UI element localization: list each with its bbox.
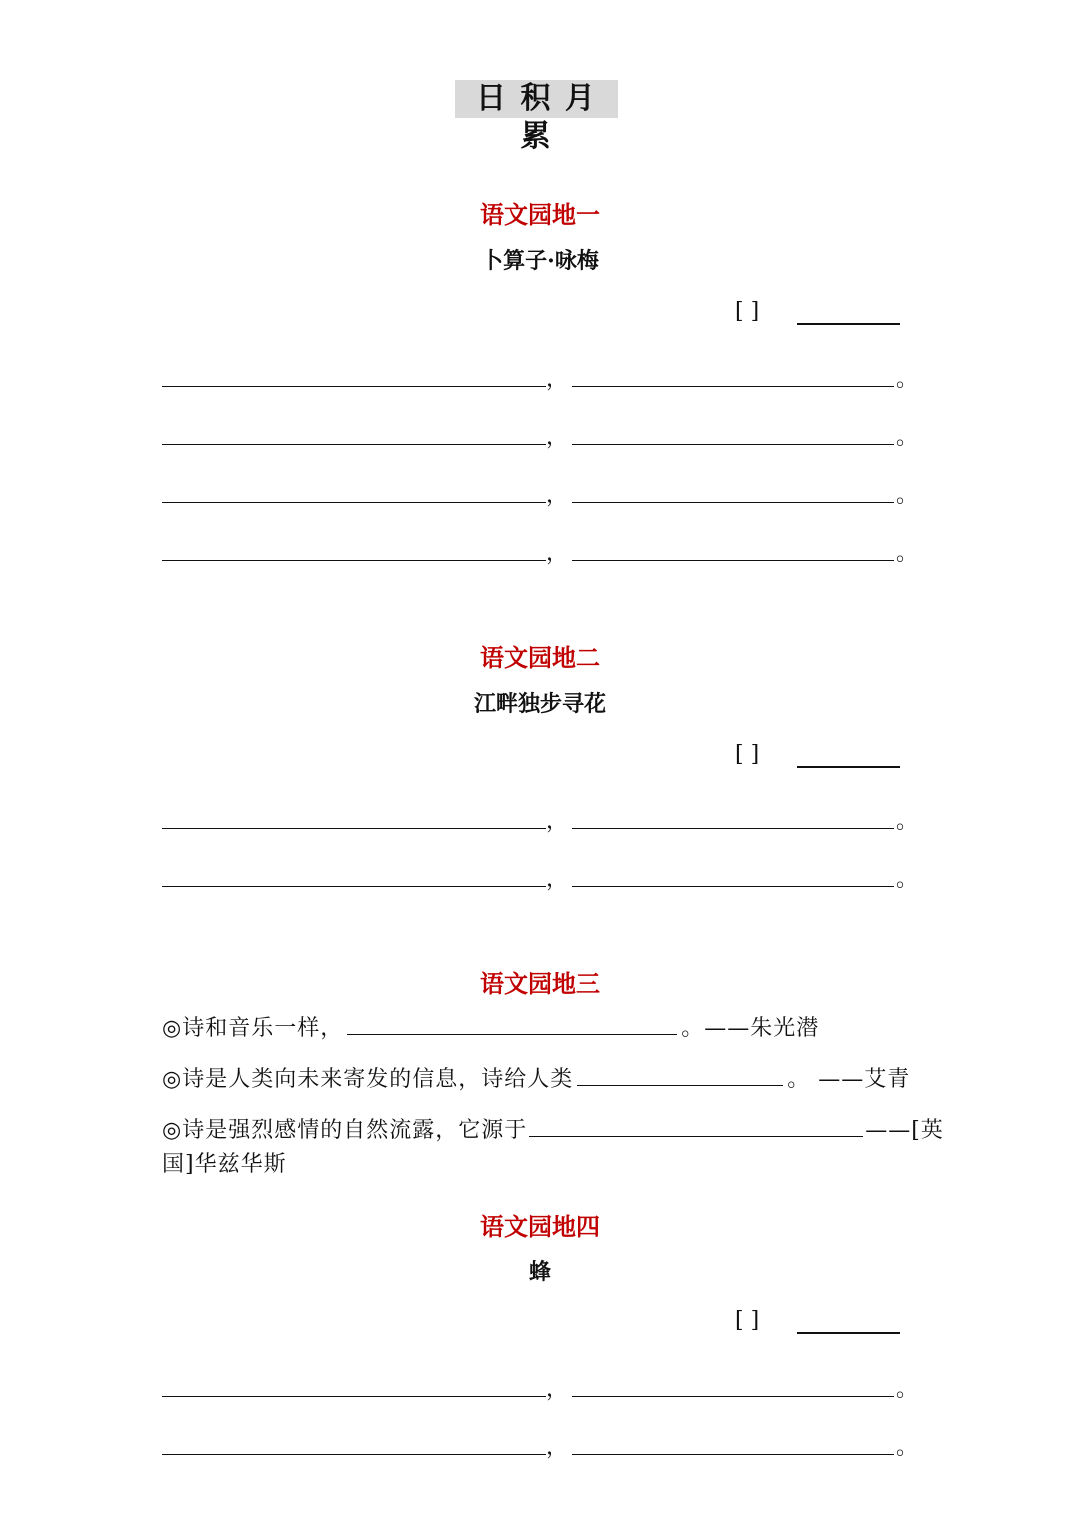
period: 。 xyxy=(896,1435,919,1460)
quote-blank[interactable] xyxy=(529,1114,863,1137)
quote-1 xyxy=(162,1012,1002,1046)
comma: ， xyxy=(546,483,569,508)
verse-blank-left[interactable] xyxy=(162,560,546,561)
verse-blank-left[interactable] xyxy=(162,886,546,887)
verse-blank-right[interactable] xyxy=(572,1454,894,1455)
verse-blank-right[interactable] xyxy=(572,886,894,887)
comma: ， xyxy=(546,1377,569,1402)
author-blank[interactable] xyxy=(797,323,900,325)
dynasty-bracket: [ ] xyxy=(735,299,760,324)
quote-text: ◎诗是强烈感情的自然流露，它源于 xyxy=(162,1118,528,1143)
period: 。 xyxy=(896,425,919,450)
author-blank[interactable] xyxy=(797,766,900,768)
quote-attribution: ——[英 xyxy=(865,1118,944,1143)
verse-blank-left[interactable] xyxy=(162,386,546,387)
author-blank[interactable] xyxy=(797,1332,900,1334)
quote-attribution: 。——朱光潜 xyxy=(681,1016,820,1041)
verse-blank-right[interactable] xyxy=(572,560,894,561)
author-field-1[interactable] xyxy=(735,297,905,327)
verse-blank-left[interactable] xyxy=(162,1396,546,1397)
page-title: 日 积 月 累 xyxy=(455,80,618,118)
comma: ， xyxy=(546,867,569,892)
author-field-2[interactable] xyxy=(735,740,905,770)
verse-blank-left[interactable] xyxy=(162,828,546,829)
quote-text: ◎诗和音乐一样， xyxy=(162,1016,344,1041)
verse-blank-left[interactable] xyxy=(162,444,546,445)
period: 。 xyxy=(896,867,919,892)
section-heading-3: 语文园地三 xyxy=(480,970,600,998)
period: 。 xyxy=(896,1377,919,1402)
quote-text: ◎诗是人类向未来寄发的信息，诗给人类 xyxy=(162,1067,574,1092)
verse-blank-right[interactable] xyxy=(572,1396,894,1397)
poem-title-2: 江畔独步寻花 xyxy=(473,691,606,717)
comma: ， xyxy=(546,1435,569,1460)
period: 。 xyxy=(896,809,919,834)
quote-blank[interactable] xyxy=(347,1012,677,1035)
quote-blank[interactable] xyxy=(577,1063,783,1086)
section-heading-2: 语文园地二 xyxy=(480,644,600,672)
comma: ， xyxy=(546,809,569,834)
verse-blank-left[interactable] xyxy=(162,502,546,503)
verse-blank-right[interactable] xyxy=(572,444,894,445)
quote-attribution: 。 ——艾青 xyxy=(787,1067,911,1092)
poem-title-4: 蜂 xyxy=(528,1259,551,1285)
quote-2 xyxy=(162,1063,1002,1097)
quote-3 xyxy=(162,1114,1002,1148)
verse-blank-left[interactable] xyxy=(162,1454,546,1455)
dynasty-bracket: [ ] xyxy=(735,1308,760,1333)
dynasty-bracket: [ ] xyxy=(735,742,760,767)
comma: ， xyxy=(546,425,569,450)
verse-blank-right[interactable] xyxy=(572,828,894,829)
comma: ， xyxy=(546,541,569,566)
verse-blank-right[interactable] xyxy=(572,502,894,503)
period: 。 xyxy=(896,483,919,508)
section-heading-4: 语文园地四 xyxy=(480,1213,600,1241)
author-field-4[interactable] xyxy=(735,1306,905,1336)
verse-blank-right[interactable] xyxy=(572,386,894,387)
section-heading-1: 语文园地一 xyxy=(480,201,600,229)
comma: ， xyxy=(546,367,569,392)
poem-title-1: 卜算子·咏梅 xyxy=(481,248,599,274)
period: 。 xyxy=(896,367,919,392)
quote-3-continued: 国]华兹华斯 xyxy=(162,1152,287,1177)
period: 。 xyxy=(896,541,919,566)
